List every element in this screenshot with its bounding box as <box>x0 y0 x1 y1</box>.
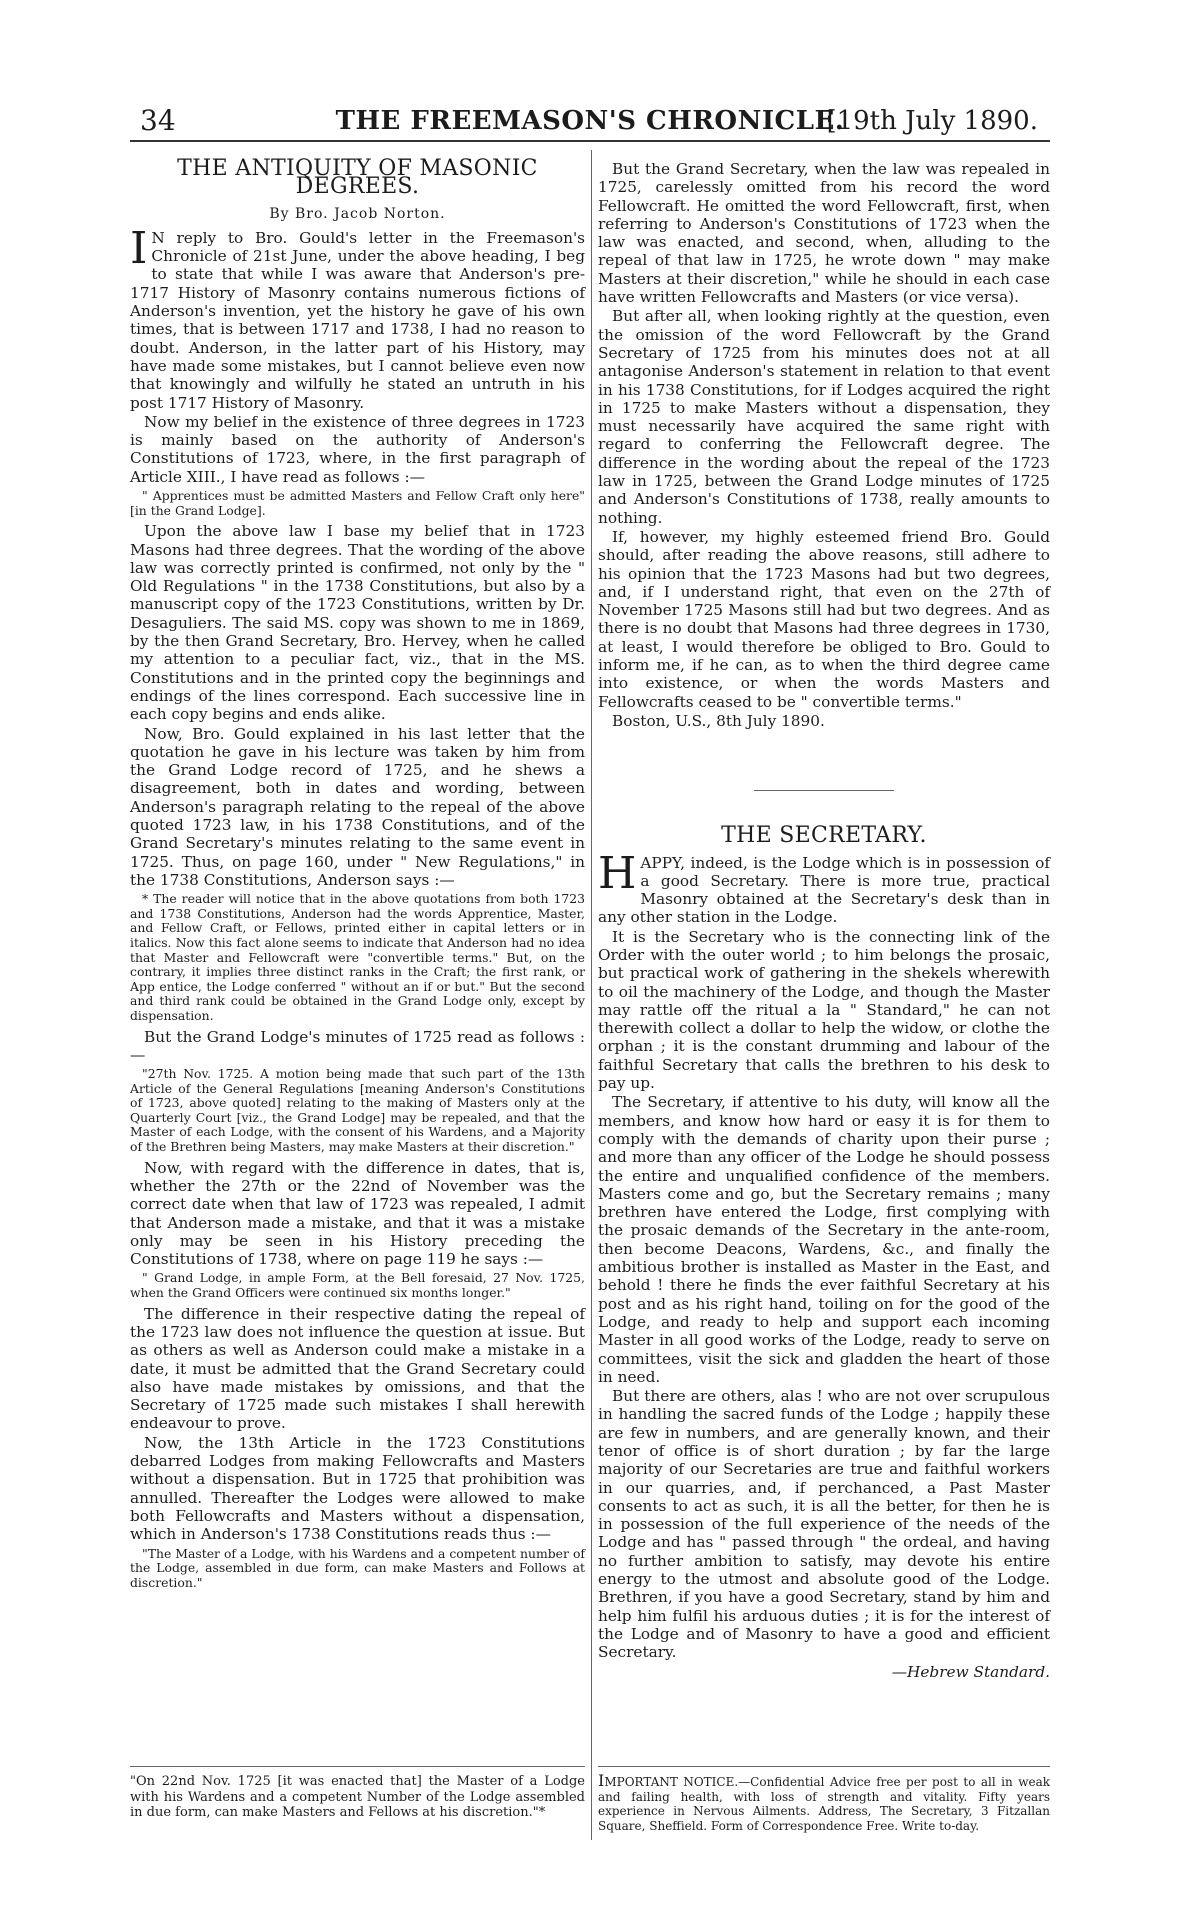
block-quote: " Apprentices must be admitted Masters and Fellow Craft only here" [in the Grand Lodge]. <box>130 488 585 518</box>
drop-cap: I <box>130 222 148 274</box>
bottom-rule-left <box>130 1766 585 1767</box>
page-header <box>130 100 1050 142</box>
article-title-antiquity: THE ANTIQUITY OF MASONIC DEGREES. <box>177 156 538 200</box>
article-paragraph: Now, the 13th Article in the 1723 Constitutions debarred Lodges from making Fellowcrafts and Masters without a dispensation. But in 1725 that prohibition was annulled. Thereafter the Lodges were allowed to make both Fellowcrafts and Masters without a dispensation, which in Anderson's 1738 Constitutions reads thus :— <box>130 1433 585 1544</box>
notice-text: MPORTANT NOTICE.—Confidential Advice free per post to all in weak and failing health, with loss of strength and vitality. Fifty years experience in Nervous Ailments. Address, The Secretary, 3 Fitzallan Square, Sheffield. Form of Correspondence Free. Write to-day. <box>598 1775 1050 1833</box>
article-paragraph: The difference in their respective dating the repeal of the 1723 law does not influence the question at issue. But as others as well as Anderson could make a mistake in a date, it must be admitted that the Grand Secretary could also have made mistakes by omissions, and that the Secretary of 1725 made such mistakes I shall herewith endeavour to prove. <box>130 1304 585 1433</box>
article-byline: By Bro. Jacob Norton. <box>269 205 446 222</box>
article-signoff: Boston, U.S., 8th July 1890. <box>612 711 825 730</box>
article-paragraph: But the Grand Secretary, when the law was repealed in 1725, carelessly omitted from his record the word Fellowcraft. He omitted the word Fellowcraft, first, when referring to Anderson's Constitutions of 1723 when the law was enacted, and second, when, alluding to the repeal of that law in 1725, he wrote down " may make Masters at their discretion," while he should in each case have written Fellowcrafts and Masters (or vice versa). <box>598 160 1050 307</box>
left-column <box>130 156 585 1594</box>
article-paragraph: But after all, when looking rightly at the question, even the omission of the word Fellowcraft by the Grand Secretary of 1725 from his minutes does not at all antagonise Anderson's statement in relation to that event in his 1738 Constitutions, for if Lodges acquired the right in 1725 to make Masters without a dispensation, they must necessarily have acquired the same right with regard to conferring the Fellowcraft degree. The difference in the wording about the repeal of the 1723 law in 1725, between the Grand Lodge minutes of 1725 and Anderson's Constitutions of 1738, really amounts to nothing. <box>598 307 1050 527</box>
block-quote: " Grand Lodge, in ample Form, at the Bell foresaid, 27 Nov. 1725, when the Grand Officers were continued six months longer." <box>130 1270 585 1301</box>
article-paragraph: Now, Bro. Gould explained in his last letter that the quotation he gave in his lecture was taken by him from the Grand Lodge record of 1725, and he shews a disagreement, both in dates and wording, between Anderson's paragraph relating to the repeal of the above quoted 1723 law, in his 1738 Constitutions, and of the Grand Secretary's minutes relating to the same event in 1725. Thus, on page 160, under " New Regulations," in the 1738 Constitutions, Anderson says :— <box>130 724 585 889</box>
article-paragraph: HAPPY, indeed, is the Lodge which is in possession of a good Secretary. There is more true, practical Masonry obtained at the Secretary's desk than in any other station in the Lodge. <box>598 847 1050 927</box>
block-quote: "27th Nov. 1725. A motion being made that such part of the 13th Article of the General Regulations [meaning Anderson's Constitutions of 1723, above quoted] relating to the making of Masters only at the Quarterly Court [viz., the Grand Lodge] may be repealed, and that the Master of each Lodge, with the consent of his Wardens, and a Majority of the Brethren being Masters, may make Masters at their discretion." <box>130 1066 585 1155</box>
article-paragraph: I N reply to Bro. Gould's letter in the Freemason's Chronicle of 21st June, under the above heading, I beg to state that while I was aware that Anderson's pre-1717 History of Masonry contains numerous fictions of Anderson's invention, yet the history he gave of his own times, that is between 1717 and 1738, I had no reason to doubt. Anderson, in the latter part of his History, may have made some mistakes, but I cannot believe even now that knowingly and wilfully he stated an untruth in his post 1717 History of Masonry. <box>130 222 585 412</box>
article-paragraph: The Secretary, if attentive to his duty, will know all the members, and know how hard or easy it is for them to comply with the demands of charity upon their purse ; and more than any officer of the Lodge he should possess the entire and unqualified confidence of the members. Masters come and go, but the Secretary remains ; many brethren have entered the Lodge, first complying with the prosaic demands of the Secretary in the ante-room, then become Deacons, Wardens, &c., and finally the ambitious brother is installed as Master in the East, and behold ! there he finds the ever faithful Secretary at his post and as his right hand, toiling on for the good of the Lodge, and ready to help and support each incoming Master in all good works of the Lodge, ready to serve on committees, visit the sick and gladden the heart of those in need. <box>598 1093 1050 1386</box>
article-paragraph: Now, with regard with the difference in dates, that is, whether the 27th or the 22nd of November was the correct date when that law of 1723 was repealed, I admit that Anderson made a mistake, and that it was a mistake only may be seen in his History preceding the Constitutions of 1738, where on page 119 he says :— <box>130 1158 585 1269</box>
issue-date: [19th July 1890. <box>826 106 1038 136</box>
notice-drop-cap: I <box>598 1771 605 1790</box>
publication-title: THE FREEMASON'S CHRONICLE. <box>335 106 845 136</box>
article-paragraph: But there are others, alas ! who are not over scrupulous in handling the sacred funds of the Lodge ; happily these are few in numbers, and are generally known, and their tenor of office is of short duration ; by far the large majority of our Secretaries are true and faithful workers in our quarries, and, if perchanced, a Past Master consents to act as such, it is all the better, for then he is in possession of the full experience of the needs of the Lodge and has " passed through " the ordeal, and having no further ambition to satisfy, may devote his entire energy to the utmost and absolute good of the Lodge. Brethren, if you have a good Secretary, stand by him and help him fulfil his arduous duties ; it is for the interest of the Lodge and of Masonry to have a good and efficient Secretary. <box>598 1387 1050 1662</box>
article-paragraph: It is the Secretary who is the connecting link of the Order with the outer world ; to him belongs the prosaic, but practical work of gathering in the shekels wherewith to oil the machinery of the Lodge, and though the Master may rattle off the ritual a la " Standard," he can not therewith collect a dollar to help the widow, or clothe the orphan ; it is the constant drumming and labour of the faithful Secretary that calls the brethren to his desk to pay up. <box>598 927 1050 1093</box>
advertisement-notice <box>598 1771 1050 1833</box>
footnote: * The reader will notice that in the above quotations from both 1723 and 1738 Constitutions, Anderson had the words Apprentice, Master, and Fellow Craft, or Fellows, printed either in capital letters or in italics. Now this fact alone seems to indicate that Anderson had no idea that Master and Fellowcraft were "convertible terms." But, on the contrary, it implies three distinct ranks in the Craft; the first rank, or App entice, the Lodge conferred " without an if or but." But the second and third rank could be obtained in the Grand Lodge only, except by dispensation. <box>130 891 585 1023</box>
article-paragraph: Upon the above law I base my belief that in 1723 Masons had three degrees. That the wording of the above law was correctly printed is confirmed, not only by the " Old Regulations " in the 1738 Constitutions, but also by a manuscript copy of the 1723 Constitutions, written by Dr. Desaguliers. The said MS. copy was shown to me in 1869, by the then Grand Secretary, Bro. Hervey, when he called my attention to a peculiar fact, viz., that in the MS. Constitutions and in the printed copy the beginnings and endings of the lines correspond. Each successive line in each copy begins and ends alike. <box>130 522 585 724</box>
drop-cap: H <box>598 847 637 899</box>
article-attribution: —Hebrew Standard. <box>891 1662 1050 1681</box>
article-separator <box>754 790 894 791</box>
article-title-secretary: THE SECRETARY. <box>721 823 927 849</box>
bottom-rule-right <box>598 1766 1050 1767</box>
bottom-quote: "On 22nd Nov. 1725 [it was enacted that] the Master of a Lodge with his Wardens and a competent Number of the Lodge assembled in due form, can make Masters and Fellows at his discretion."* <box>130 1774 585 1820</box>
page-number: 34 <box>140 104 176 137</box>
article-paragraph: But the Grand Lodge's minutes of 1725 read as follows :— <box>130 1027 585 1064</box>
block-quote: "The Master of a Lodge, with his Wardens and a competent number of the Lodge, assembled in due form, can make Masters and Follows at discretion." <box>130 1545 585 1590</box>
article-paragraph: If, however, my highly esteemed friend Bro. Gould should, after reading the above reasons, still adhere to his opinion that the 1723 Masons had but two degrees, and, if I understand right, that even on the 27th of November 1725 Masons still had but two degrees. And as there is no doubt that Masons had three degrees in 1730, at least, I would therefore be obliged to Bro. Gould to inform me, if he can, as to when the third degree came into existence, or when the words Masters and Fellowcrafts ceased to be " convertible terms." <box>598 527 1050 711</box>
column-divider <box>591 150 592 1840</box>
right-column <box>598 160 1050 1682</box>
article-paragraph: Now my belief in the existence of three degrees in 1723 is mainly based on the authority of Anderson's Constitutions of 1723, where, in the first paragraph of Article XIII., I have read as follows :— <box>130 412 585 486</box>
